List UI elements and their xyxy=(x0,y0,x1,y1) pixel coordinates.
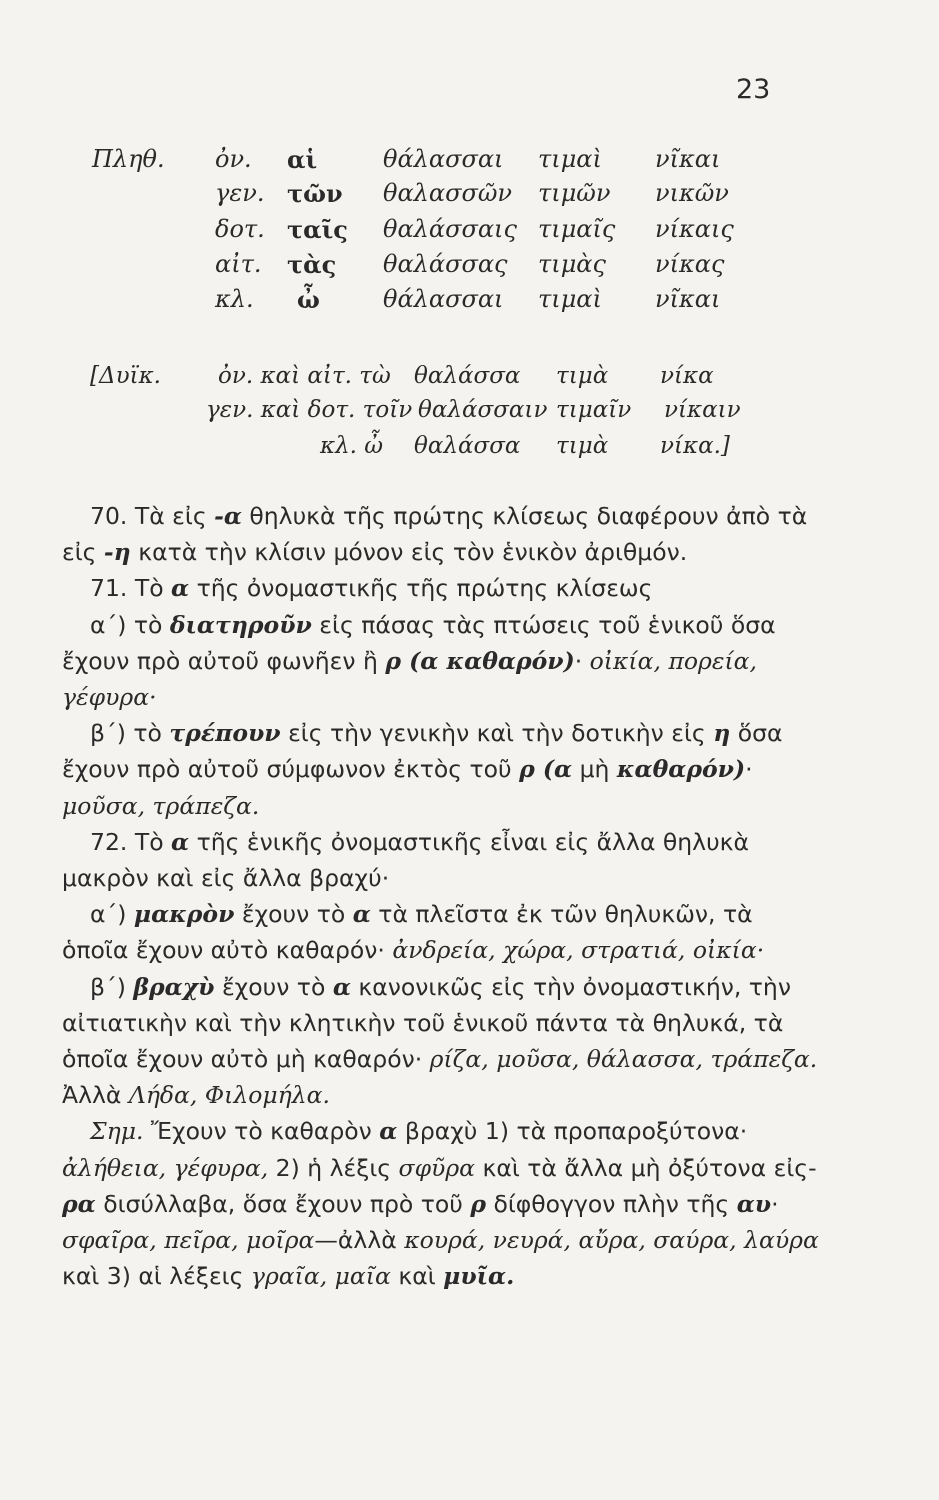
body-text xyxy=(62,498,822,1294)
paragraph-72-a: α΄) μακρὸν ἔχουν τὸ α τὰ πλεῖστα ἐκ τῶν θηλυκῶν, τὰ ὁποῖα ἔχουν αὐτὸ καθαρόν· ἀνδρεία, χώρα, στρατιά, οἰκία· xyxy=(62,900,765,965)
note-paragraph: Σημ. Ἔχουν τὸ καθαρὸν α βραχὺ 1) τὰ προπαροξύτονα· ἀλήθεια, γέφυρα, 2) ἡ λέξις σφῦρα καὶ τὰ ἄλλα μὴ ὀξύτονα εἰς-ρα δισύλλαβα, ὅσα ἔχουν πρὸ τοῦ ρ δίφθογγον πλὴν τῆς αυ· σφαῖρα, πεῖρα, μοῖρα—ἀλλὰ κουρά, νευρά, αὔρα, σαύρα, λαύρα καὶ 3) αἱ λέξεις γραῖα, μαῖα καὶ μυῖα. xyxy=(62,1117,819,1291)
paragraph-71-b: β΄) τὸ τρέπουν εἰς τὴν γενικὴν καὶ τὴν δοτικὴν εἰς η ὅσα ἔχουν πρὸ αὐτοῦ σύμφωνον ἐκτὸς τοῦ ρ (α μὴ καθαρόν)· μοῦσα, τράπεζα. xyxy=(62,719,783,820)
page-number: 23 xyxy=(736,74,771,105)
paragraph-70: 70. Τὰ εἰς -α θηλυκὰ τῆς πρώτης κλίσεως διαφέρουν ἀπὸ τὰ εἰς -η κατὰ τὴν κλίσιν μόνον εἰς τὸν ἑνικὸν ἀριθμόν. xyxy=(62,502,808,567)
book-page: 23 Πληθ. ὀν. αἱ θάλασσαι τιμαὶ νῖκαι γεν. τῶν θαλασσῶν τιμῶν νικῶν δοτ. ταῖς θαλάσσαις τιμαῖς νίκαις αἰτ. τὰς θαλάσσας τιμὰς νίκας κλ. ὦ θάλασσαι τιμαὶ νῖκαι [Δυϊκ. ὀν. καὶ αἰτ. τὼ θαλάσσα τιμὰ νίκα γεν. καὶ δοτ. τοῖν θαλάσσαιν τιμαῖν νίκαιν κλ. ὦ θαλάσσα τιμὰ νίκα.] 70. Τὰ εἰς -α θηλυκὰ τῆς πρώτης κλίσεως διαφέρουν ἀπὸ τὰ εἰς -η κατὰ τὴν κλίσιν μόνον εἰς τὸν ἑνικὸν ἀριθμόν. 71. Τὸ α τῆς ὀνομαστικῆς τῆς πρώτης κλίσεως α΄) τὸ διατηροῦν εἰς πάσας τὰς πτώσεις τοῦ ἑνικοῦ ὅσα ἔχουν πρὸ αὐτοῦ φωνῆεν ἢ ρ (α καθαρόν)· οἰκία, πορεία, γέφυρα· β΄) τὸ τρέπουν εἰς τὴν γενικὴν καὶ τὴν δοτικὴν εἰς η ὅσα ἔχουν πρὸ αὐτοῦ σύμφωνον ἐκτὸς τοῦ ρ (α μὴ καθαρόν)· μοῦσα, τράπεζα. 72. Τὸ α τῆς ἑνικῆς ὀνομαστικῆς εἶναι εἰς ἄλλα θηλυκὰ μακρὸν καὶ εἰς ἄλλα βραχύ· α΄) μακρὸν ἔχουν τὸ α τὰ πλεῖστα ἐκ τῶν θηλυκῶν, τὰ ὁποῖα ἔχουν αὐτὸ καθαρόν· ἀνδρεία, χώρα, στρατιά, οἰκία· β΄) βραχὺ ἔχουν τὸ α κανονικῶς εἰς τὴν ὀνομαστικήν, τὴν αἰτιατικὴν καὶ τὴν κλητικὴν τοῦ ἑνικοῦ πάντα τὰ θηλυκά, τὰ ὁποῖα ἔχουν αὐτὸ μὴ καθαρόν· ρίζα, μοῦσα, θάλασσα, τράπεζα. Ἀλλὰ Λήδα, Φιλομήλα. Σημ. Ἔχουν τὸ καθαρὸν α βραχὺ 1) τὰ προπαροξύτονα· ἀλήθεια, γέφυρα, 2) ἡ λέξις σφῦρα καὶ τὰ ἄλλα μὴ ὀξύτονα εἰς-ρα δισύλλαβα, ὅσα ἔχουν πρὸ τοῦ ρ δίφθογγον πλὴν τῆς αυ· σφαῖρα, πεῖρα, μοῖρα—ἀλλὰ κουρά, νευρά, αὔρα, σαύρα, λαύρα καὶ 3) αἱ λέξεις γραῖα, μαῖα καὶ μυῖα. xyxy=(0,0,939,1500)
paragraph-71-heading: 71. Τὸ α τῆς ὀνομαστικῆς τῆς πρώτης κλίσεως xyxy=(90,574,653,603)
paragraph-72-b: β΄) βραχὺ ἔχουν τὸ α κανονικῶς εἰς τὴν ὀνομαστικήν, τὴν αἰτιατικὴν καὶ τὴν κλητικὴν τοῦ ἑνικοῦ πάντα τὰ θηλυκά, τὰ ὁποῖα ἔχουν αὐτὸ μὴ καθαρόν· ρίζα, μοῦσα, θάλασσα, τράπεζα. Ἀλλὰ Λήδα, Φιλομήλα. xyxy=(62,972,818,1110)
paragraph-72-heading: 72. Τὸ α τῆς ἑνικῆς ὀνομαστικῆς εἶναι εἰς ἄλλα θηλυκὰ μακρὸν καὶ εἰς ἄλλα βραχύ· xyxy=(62,827,750,893)
paragraph-71-a: α΄) τὸ διατηροῦν εἰς πάσας τὰς πτώσεις τοῦ ἑνικοῦ ὅσα ἔχουν πρὸ αὐτοῦ φωνῆεν ἢ ρ (α καθαρόν)· οἰκία, πορεία, γέφυρα· xyxy=(62,610,776,712)
